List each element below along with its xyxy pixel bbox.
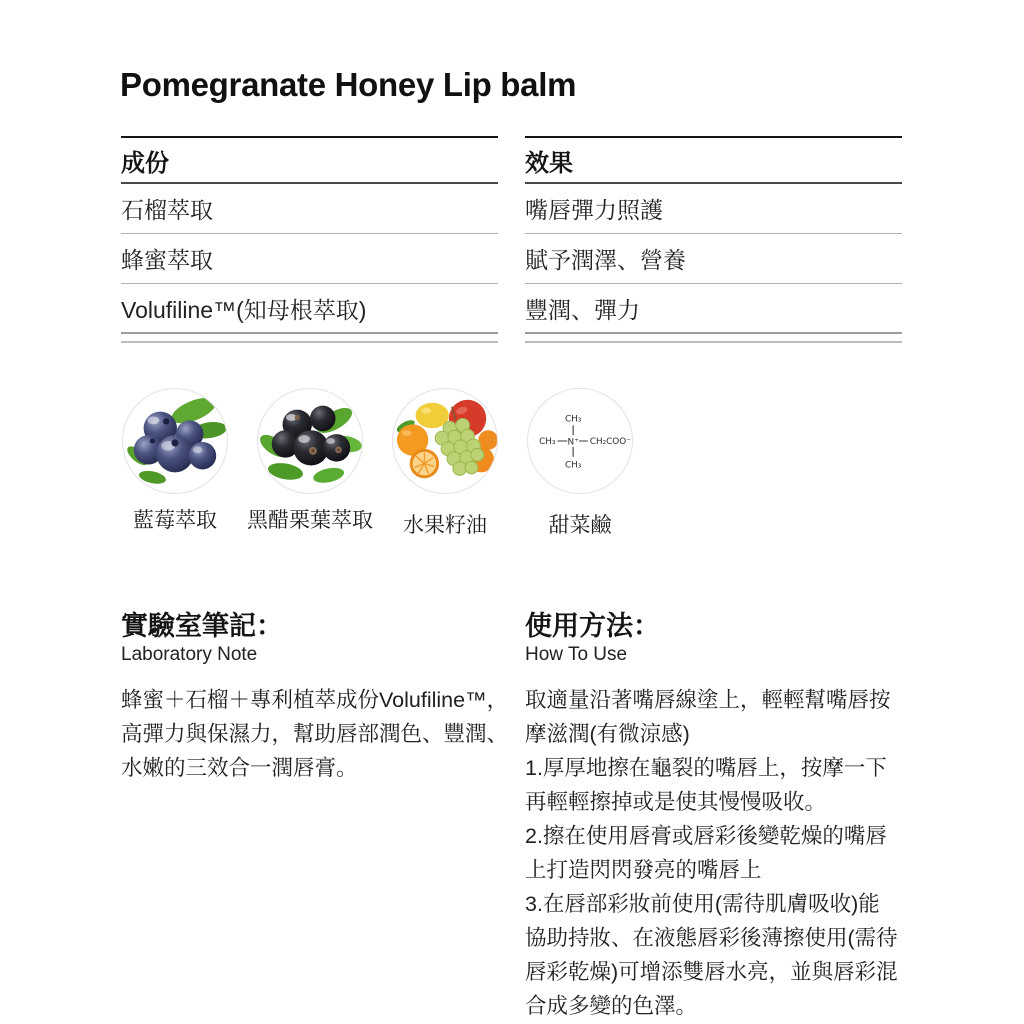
lab-note-section [121, 610, 516, 785]
lab-note-body: 蜂蜜＋石榴＋專利植萃成份Volufiline™，高彈力與保濕力，幫助唇部潤色、豐潤、水嫩的三效合一潤唇膏。 [121, 688, 509, 781]
how-to-use-subtitle: How To Use [525, 644, 628, 666]
betaine-structure-image [528, 389, 632, 493]
chem-methyl-top: CH₃ [564, 414, 582, 425]
table-bottom-rule [525, 334, 902, 343]
ingredients-table-header: 成份 [121, 138, 498, 184]
blueberry-image [123, 389, 227, 493]
blueberry-photo [122, 388, 228, 494]
table-row: 石榴萃取 [121, 184, 498, 234]
how-to-use-title: 使用方法： [525, 611, 660, 641]
lab-note-subtitle: Laboratory Note [121, 644, 258, 666]
ingredient-caption: 藍莓萃取 [133, 509, 217, 532]
blackcurrant-photo [257, 388, 363, 494]
table-bottom-rule [121, 334, 498, 343]
table-row: 嘴唇彈力照護 [525, 184, 902, 234]
betaine-structure [527, 388, 633, 494]
how-to-use-section [525, 610, 920, 1023]
how-to-use-step: 1.厚厚地擦在龜裂的嘴唇上，按摩一下再輕輕擦掉或是使其慢慢吸收。 [525, 756, 887, 815]
ingredient-gallery [122, 388, 633, 539]
blackcurrant-image [258, 389, 362, 493]
page-title: Pomegranate Honey Lip balm [120, 66, 577, 103]
table-row: 豐潤、彈力 [525, 284, 902, 334]
gallery-item [527, 388, 633, 539]
effects-table [525, 136, 902, 343]
fruits-image [393, 389, 497, 493]
ingredient-caption: 黑醋栗葉萃取 [247, 509, 373, 532]
table-row: Volufiline™(知母根萃取) [121, 284, 498, 334]
table-row: 賦予潤澤、營養 [525, 234, 902, 284]
how-to-use-step: 2.擦在使用唇膏或唇彩後變乾燥的嘴唇上打造閃閃發亮的嘴唇上 [525, 824, 887, 883]
table-row: 蜂蜜萃取 [121, 234, 498, 284]
chem-acetate: CH₂COO⁻ [589, 436, 631, 447]
ingredients-table [121, 136, 498, 343]
chem-nitrogen: N⁺ [567, 437, 579, 448]
how-to-use-paragraph: 取適量沿著嘴唇線塗上，輕輕幫嘴唇按摩滋潤(有微涼感) [525, 688, 891, 747]
chem-methyl-bottom: CH₃ [564, 460, 582, 471]
gallery-item [122, 388, 228, 539]
ingredient-caption: 水果籽油 [403, 514, 487, 537]
lab-note-title: 實驗室筆記： [121, 611, 283, 641]
gallery-item [392, 388, 498, 539]
how-to-use-step: 3.在唇部彩妝前使用(需待肌膚吸收)能協助持妝、在液態唇彩後薄擦使用(需待唇彩乾燥)可增添雙唇水亮，並與唇彩混合成多變的色澤。 [525, 892, 898, 1019]
gallery-item [247, 388, 373, 539]
fruit-seed-photo [392, 388, 498, 494]
chem-methyl-left: CH₃ [539, 436, 556, 447]
ingredient-caption: 甜菜鹼 [548, 514, 612, 537]
effects-table-header: 效果 [525, 138, 902, 184]
